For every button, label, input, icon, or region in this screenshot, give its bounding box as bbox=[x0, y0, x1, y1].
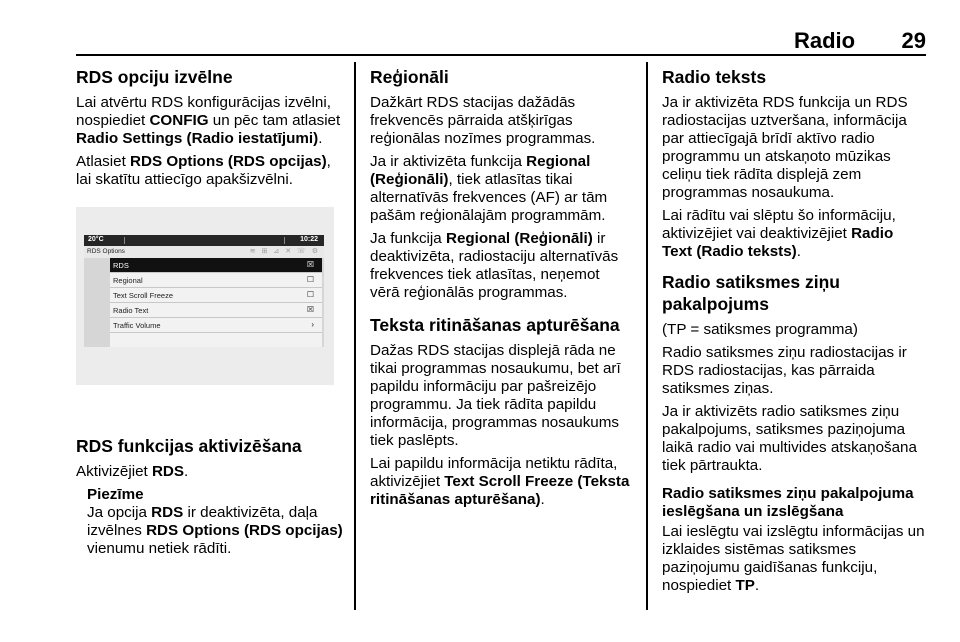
heading-rds-menu: RDS opciju izvēlne bbox=[76, 67, 233, 87]
temperature: 20°C bbox=[88, 236, 104, 243]
paragraph: Ja ir aktivizēta funkcija Regional (Reģionāli), tiek atlasītas tikai alternatīvās frekvences (AF) ar tām pašām reģionālajām programmām. bbox=[370, 153, 608, 224]
paragraph: Radio satiksmes ziņu radiostacijas ir RDS radiostacijas, kas pārraida satiksmes ziņas. bbox=[662, 344, 907, 397]
column-2 bbox=[370, 62, 632, 514]
heading-text-scroll: Teksta ritināšanas apturēšana bbox=[370, 315, 620, 335]
page-header bbox=[76, 22, 926, 56]
column-3 bbox=[662, 62, 926, 600]
note-title: Piezīme bbox=[87, 486, 144, 503]
screen-title-bar bbox=[84, 246, 324, 258]
paragraph: (TP = satiksmes programma) bbox=[662, 321, 858, 338]
paragraph: Lai papildu informācija netiktu rādīta, aktivizējiet Text Scroll Freeze (Teksta ritināšanas apturēšana). bbox=[370, 455, 630, 508]
list-item-text-scroll-freeze: Text Scroll Freeze ☐ bbox=[110, 288, 322, 303]
paragraph: Dažas RDS stacijas displejā rāda ne tikai programmas nosaukumu, bet arī papildu informāciju par pašreizējo programmu. Ja tiek rādīta papildu informācija, programmas nosaukums tiek paslēpts. bbox=[370, 342, 621, 449]
status-icons: ≋ ⊞ ⊿ ✕ ☏ ⚙ bbox=[249, 248, 320, 255]
paragraph: Lai ieslēgtu vai izslēgtu informācijas un izklaides sistēmas satiksmes paziņojumu gaidīšanas funkciju, nospiediet TP. bbox=[662, 523, 925, 594]
heading-rds-function: RDS funkcijas aktivizēšana bbox=[76, 436, 302, 456]
note-box bbox=[87, 486, 348, 558]
column-divider-1 bbox=[354, 62, 356, 610]
display-screen bbox=[84, 235, 324, 347]
screen-title: RDS Options bbox=[87, 248, 125, 255]
heading-radio-text: Radio teksts bbox=[662, 67, 767, 87]
paragraph: Atlasiet RDS Options (RDS opcijas), lai skatītu attiecīgo apakšizvēlni. bbox=[76, 153, 331, 188]
clock: 10:22 bbox=[300, 236, 318, 243]
subheading-traffic-toggle: Radio satiksmes ziņu pakalpojuma ieslēgšana un izslēgšana bbox=[662, 485, 914, 520]
checkbox-icon: ☒ bbox=[306, 260, 314, 269]
note-text: Ja opcija RDS ir deaktivizēta, daļa izvēlnes RDS Options (RDS opcijas) vienumu netiek rādīti. bbox=[87, 504, 343, 557]
checkbox-icon: ☐ bbox=[306, 275, 314, 284]
section-title: Radio bbox=[794, 28, 856, 53]
paragraph: Aktivizējiet RDS. bbox=[76, 463, 189, 480]
paragraph: Ja ir aktivizēts radio satiksmes ziņu pakalpojums, satiksmes paziņojuma laikā radio vai multivides atskaņošana tiek pārtraukta. bbox=[662, 403, 917, 474]
header-rule bbox=[76, 54, 926, 56]
paragraph: Lai atvērtu RDS konfigurācijas izvēlni, nospiediet CONFIG un pēc tam atlasiet Radio Settings (Radio iestatījumi). bbox=[76, 94, 341, 147]
checkbox-icon: ☐ bbox=[306, 290, 314, 299]
paragraph: Ja funkcija Regional (Reģionāli) ir deaktivizēta, radiostaciju alternatīvās frekvences tiek atlasītas, neņemot vērā reģionālās programmas. bbox=[370, 230, 619, 301]
column-1 bbox=[76, 62, 348, 563]
paragraph: Lai rādītu vai slēptu šo informāciju, aktivizējiet vai deaktivizējiet Radio Text (Radio teksts). bbox=[662, 207, 896, 260]
rds-options-screenshot bbox=[76, 207, 334, 385]
list-item-radio-text: Radio Text ☒ bbox=[110, 303, 322, 318]
list-item-traffic-volume: Traffic Volume › bbox=[110, 318, 322, 333]
status-bar bbox=[84, 235, 324, 246]
paragraph: Dažkārt RDS stacijas dažādās frekvencēs pārraida atšķirīgas reģionālas nozīmes programmas. bbox=[370, 94, 596, 147]
checkbox-icon: ☒ bbox=[306, 305, 314, 314]
list-item-regional: Regional ☐ bbox=[110, 273, 322, 288]
paragraph: Ja ir aktivizēta RDS funkcija un RDS radiostacijas uztveršana, informācija par attiecīgajā brīdī aktīvo radio programmu un atskaņoto mūzikas celiņu tiek rādīta displejā zem programmas nosaukuma. bbox=[662, 94, 908, 201]
chevron-right-icon: › bbox=[311, 320, 314, 329]
page-number: 29 bbox=[901, 28, 926, 53]
list-item-rds: RDS ☒ bbox=[110, 258, 322, 273]
heading-traffic-service: Radio satiksmes ziņu pakalpojums bbox=[662, 272, 840, 314]
heading-regional: Reģionāli bbox=[370, 67, 449, 87]
options-list bbox=[84, 258, 324, 347]
column-divider-2 bbox=[646, 62, 648, 610]
